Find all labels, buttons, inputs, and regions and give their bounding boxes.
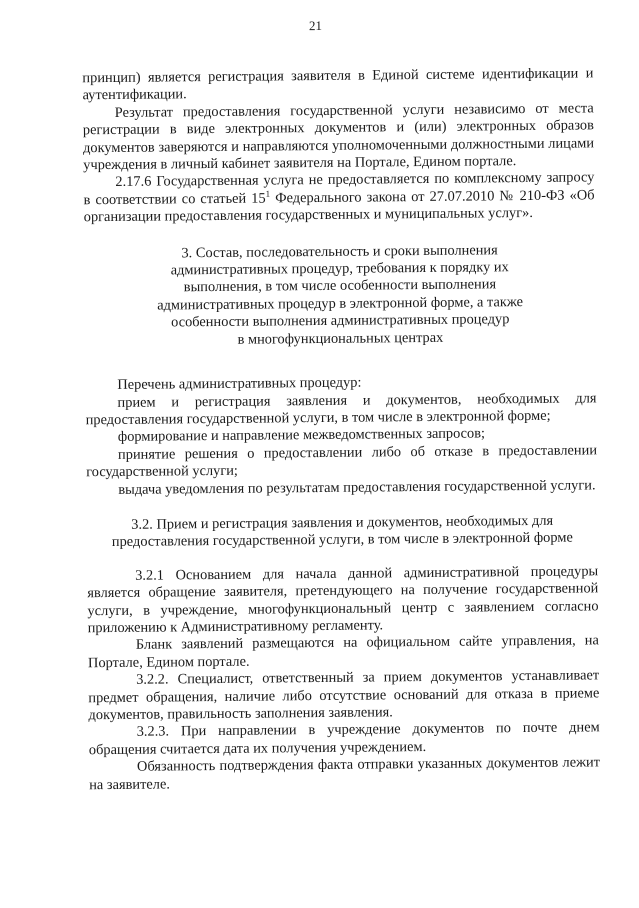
page-number: 21 <box>308 17 322 34</box>
paragraph-3-2-1: 3.2.1 Основанием для начала данной административной процедуры является обращение заявителя, претендующего на получение государственной услуги, в учреждение, многофункциональный центр с заявлением согласно приложению к Административному регламенту. <box>87 563 599 637</box>
paragraph-forms: Бланк заявлений размещаются на официальном сайте управления, на Портале, Едином портале. <box>87 632 599 672</box>
section-3-2-heading-line: предоставления государственной услуги, в том числе в электронной форме <box>111 529 573 551</box>
section-3-heading-line: выполнения, в том числе особенности выполнения <box>183 276 497 296</box>
section-3-heading-line: в многофункциональных центрах <box>237 329 444 348</box>
procedure-item: прием и регистрация заявления и документов, необходимых для предоставления государственной услуги, в том числе в электронной форме; <box>85 389 597 429</box>
paragraph-result: Результат предоставления государственной услуги независимо от места регистрации в виде электронных документов и (или) электронных образов документов заверяются и направляются уполномоченными должностными лицами учреждения в личный кабинет заявителя на Портале, Едином портале. <box>82 100 595 174</box>
section-3-heading-line: 3. Состав, последовательность и сроки выполнения <box>181 241 498 261</box>
section-3-2-heading-line: 3.2. Прием и регистрация заявления и документов, необходимых для <box>131 512 554 533</box>
procedure-item: принятие решения о предоставлении либо об отказе в предоставлении государственной услуги; <box>86 442 598 481</box>
procedure-item: выдача уведомления по результатам предоставления государственной услуги. <box>118 476 596 498</box>
procedure-item: формирование и направление межведомственных запросов; <box>117 425 486 446</box>
paragraph-continuation: принцип) является регистрация заявителя в Единой системе идентификации и аутентификации. <box>82 65 594 104</box>
section-3-2-heading <box>87 512 598 552</box>
footnote-superscript: 1 <box>265 188 271 199</box>
section-3-heading <box>84 241 596 350</box>
section-3-heading-line: административных процедур в электронной форме, а также <box>157 293 524 314</box>
section-3-heading-line: административных процедур, требования к порядку их <box>170 259 509 279</box>
paragraph-clause-2-17-6 <box>83 170 594 227</box>
paragraph-obligation: Обязанность подтверждения факта отправки указанных документов лежит на заявителе. <box>89 754 601 793</box>
paragraph-3-2-2: 3.2.2. Специалист, ответственный за прием документов устанавливает предмет обращения, наличие либо отсутствие оснований для отказа в приеме документов, правильность заполнения заявления. <box>88 667 600 724</box>
procedures-intro: Перечень административных процедур: <box>117 374 362 394</box>
clause-2-17-6-text-a: 2.17.6 Государственная услуга не предоставляется по комплексному запросу в соответствии со статьей 15 <box>83 169 595 209</box>
section-3-heading-line: особенности выполнения административных процедур <box>171 311 510 331</box>
paragraph-3-2-3: 3.2.3. При направлении в учреждение документов по почте днем обращения считается дата их получения учреждением. <box>88 719 600 759</box>
clause-2-17-6-text-b: Федерального закона от 27.07.2010 № 210-ФЗ «Об организации предоставления государственных и муниципальных услуг». <box>83 187 595 226</box>
document-body <box>82 0 601 794</box>
